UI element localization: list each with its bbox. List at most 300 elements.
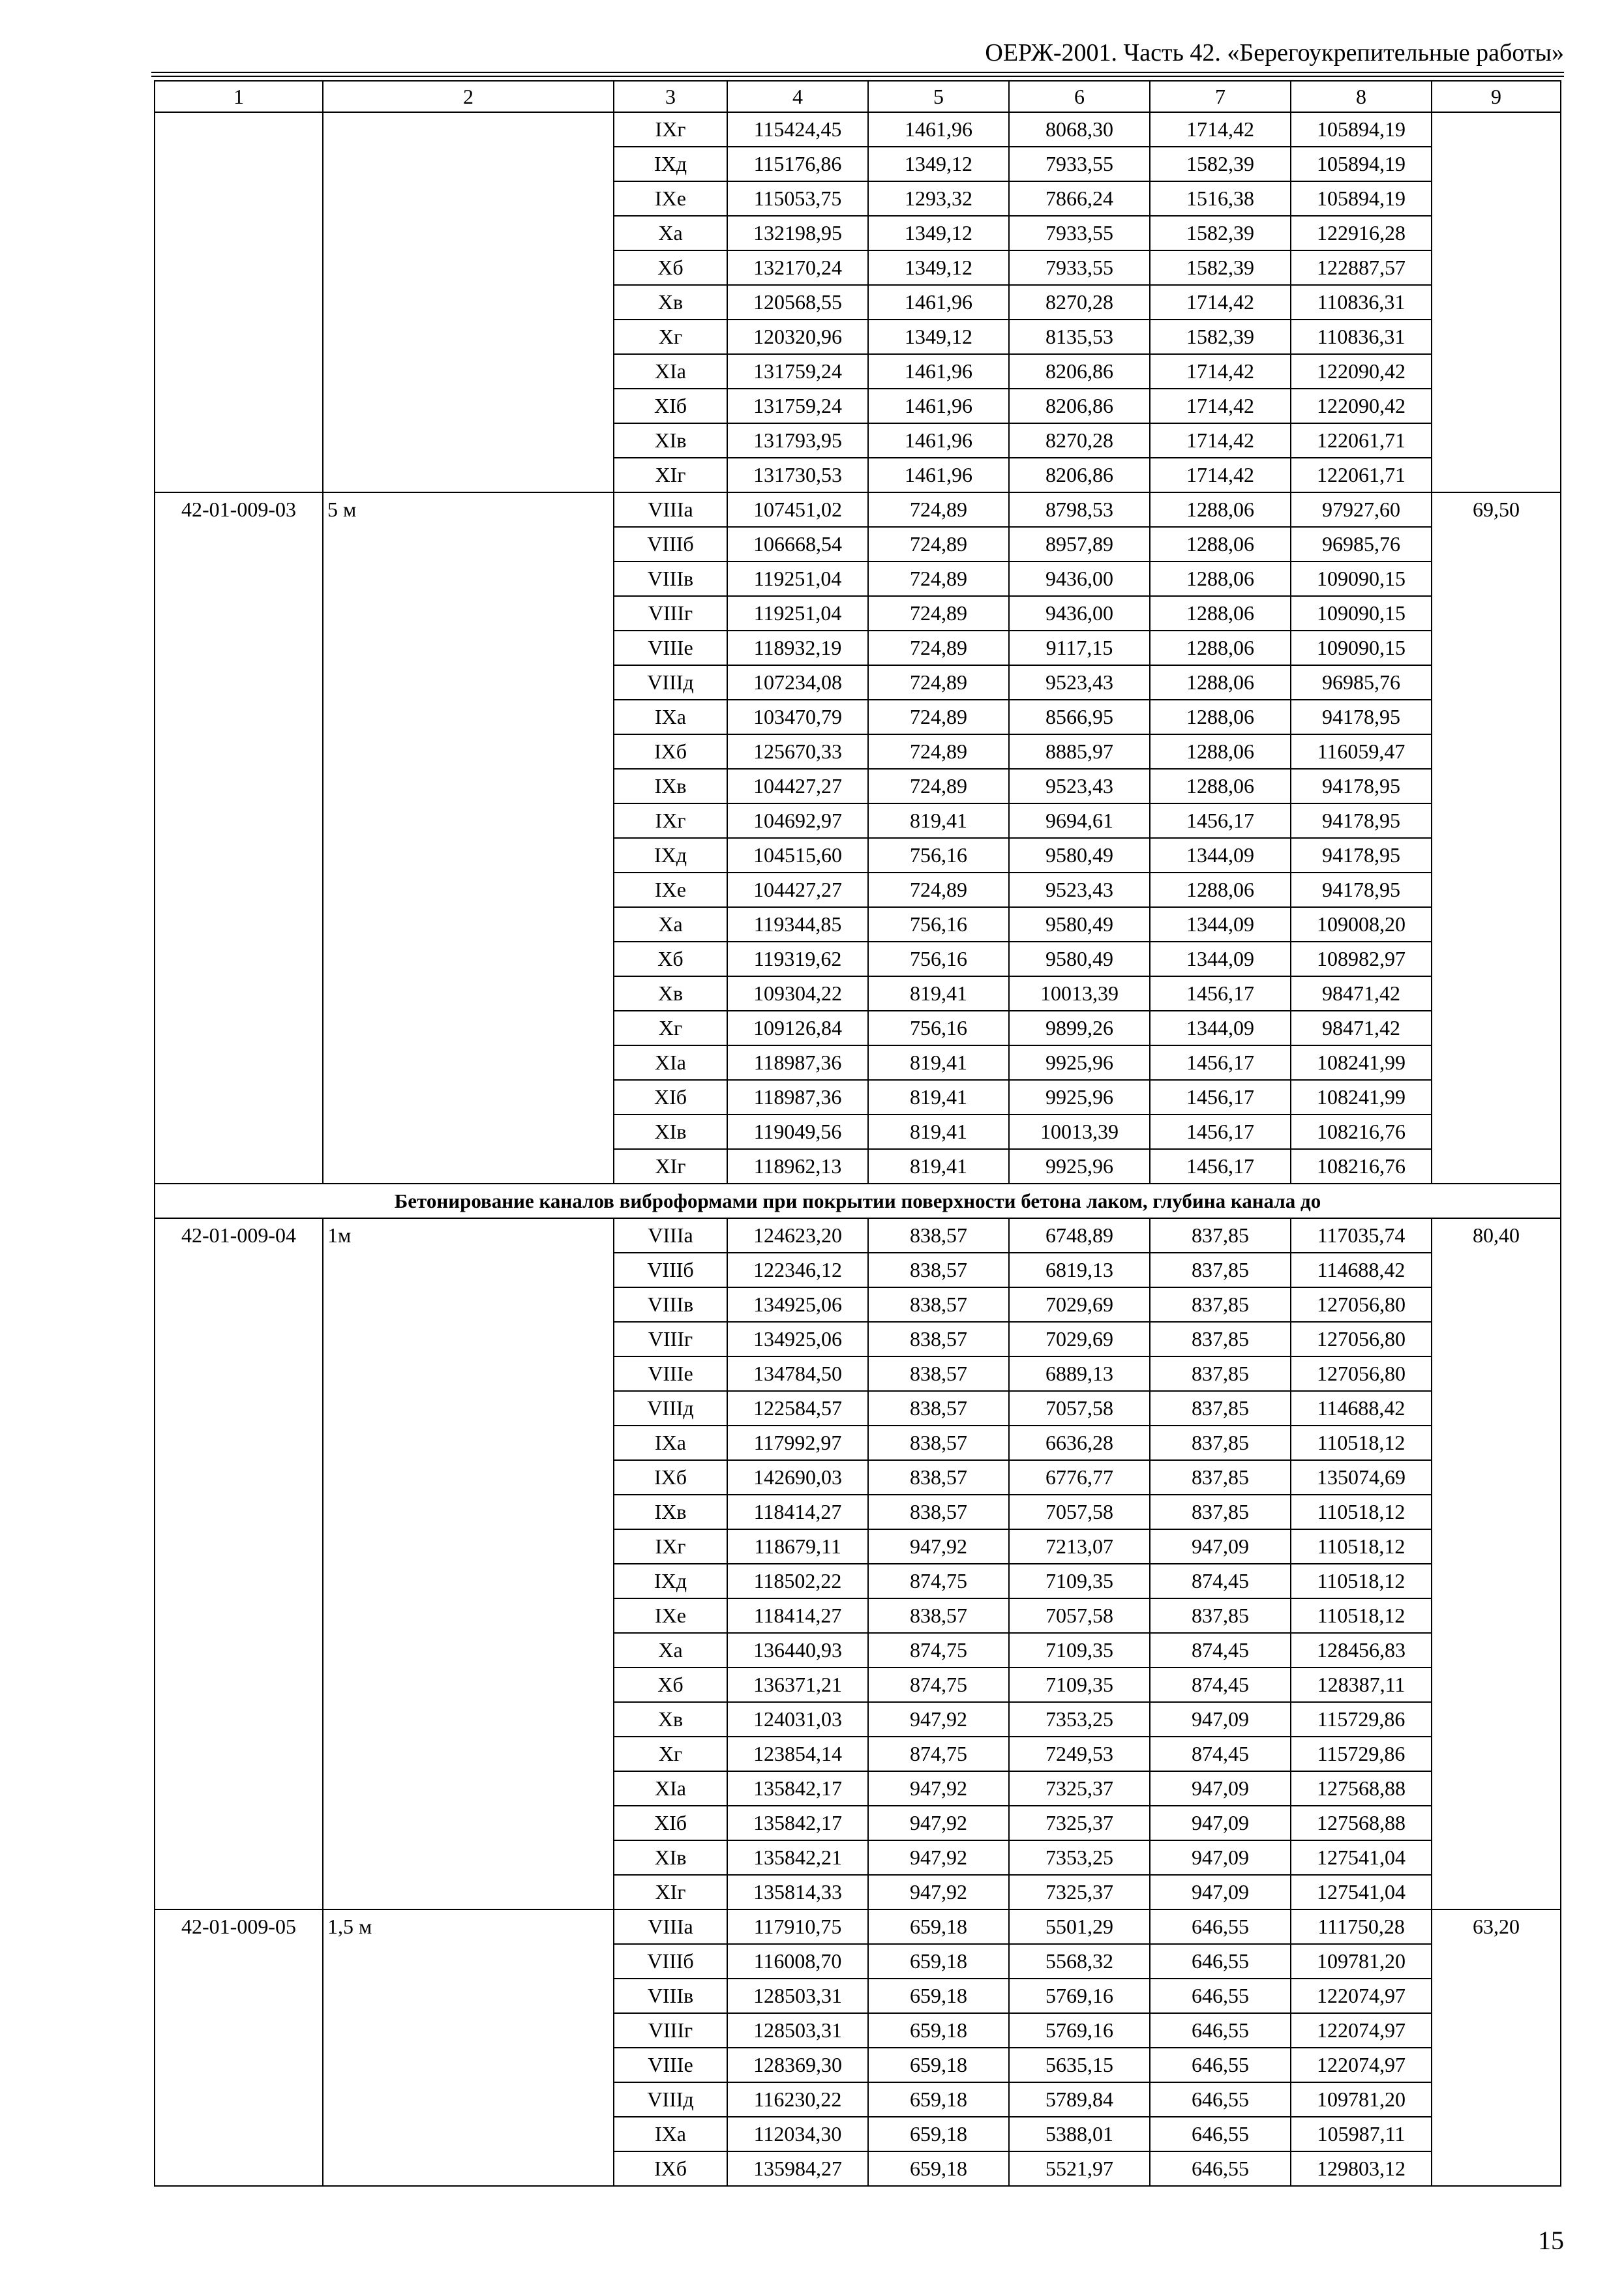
zone-cell: Xг [614,320,727,354]
machinist-wages-cell: 1288,06 [1150,734,1291,769]
wages-cell: 724,89 [868,665,1009,700]
materials-cost-cell: 94178,95 [1291,873,1432,907]
materials-cost-cell: 135074,69 [1291,1460,1432,1495]
wages-cell: 947,92 [868,1840,1009,1875]
materials-cost-cell: 122090,42 [1291,354,1432,389]
wages-cell: 659,18 [868,2013,1009,2048]
materials-cost-cell: 127056,80 [1291,1356,1432,1391]
zone-cell: VIIIг [614,1322,727,1356]
zone-cell: VIIIг [614,596,727,631]
machine-cost-cell: 7213,07 [1009,1529,1150,1564]
column-number-cell: 5 [868,81,1009,112]
materials-cost-cell: 94178,95 [1291,700,1432,734]
materials-cost-cell: 108982,97 [1291,942,1432,976]
zone-cell: XIв [614,1840,727,1875]
machine-cost-cell: 8270,28 [1009,285,1150,320]
zone-cell: VIIIа [614,1909,727,1944]
wages-cell: 1461,96 [868,285,1009,320]
total-cost-cell: 134925,06 [727,1287,868,1322]
machinist-wages-cell: 1456,17 [1150,1045,1291,1080]
zone-cell: IXа [614,2117,727,2151]
materials-cost-cell: 128456,83 [1291,1633,1432,1668]
zone-cell: IXб [614,1460,727,1495]
total-cost-cell: 125670,33 [727,734,868,769]
zone-cell: IXг [614,1529,727,1564]
machine-cost-cell: 10013,39 [1009,976,1150,1011]
machinist-wages-cell: 1344,09 [1150,838,1291,873]
machinist-wages-cell: 646,55 [1150,2117,1291,2151]
machine-cost-cell: 9523,43 [1009,665,1150,700]
zone-cell: VIIIа [614,492,727,527]
machinist-wages-cell: 874,45 [1150,1668,1291,1702]
materials-cost-cell: 105894,19 [1291,181,1432,216]
table-row [155,112,1561,147]
column-number-cell: 4 [727,81,868,112]
wages-cell: 659,18 [868,2117,1009,2151]
machinist-wages-cell: 1288,06 [1150,769,1291,803]
wages-cell: 838,57 [868,1322,1009,1356]
machinist-wages-cell: 1288,06 [1150,596,1291,631]
total-cost-cell: 112034,30 [727,2117,868,2151]
total-cost-cell: 119251,04 [727,596,868,631]
rate-code-cell: 42-01-009-04 [155,1218,323,1909]
machinist-wages-cell: 1456,17 [1150,976,1291,1011]
total-cost-cell: 118932,19 [727,631,868,665]
total-cost-cell: 122346,12 [727,1253,868,1287]
wages-cell: 838,57 [868,1391,1009,1426]
machine-cost-cell: 7249,53 [1009,1737,1150,1771]
wages-cell: 819,41 [868,976,1009,1011]
wages-cell: 838,57 [868,1598,1009,1633]
total-cost-cell: 103470,79 [727,700,868,734]
materials-cost-cell: 128387,11 [1291,1668,1432,1702]
total-cost-cell: 136440,93 [727,1633,868,1668]
machine-cost-cell: 7029,69 [1009,1287,1150,1322]
zone-cell: XIг [614,1149,727,1184]
zone-cell: XIа [614,1771,727,1806]
zone-cell: XIб [614,389,727,423]
wages-cell: 838,57 [868,1460,1009,1495]
wages-cell: 1293,32 [868,181,1009,216]
machine-cost-cell: 7057,58 [1009,1598,1150,1633]
materials-cost-cell: 110836,31 [1291,320,1432,354]
total-cost-cell: 134925,06 [727,1322,868,1356]
zone-cell: VIIIв [614,1287,727,1322]
total-cost-cell: 120568,55 [727,285,868,320]
materials-cost-cell: 108216,76 [1291,1149,1432,1184]
total-cost-cell: 118987,36 [727,1080,868,1115]
machine-cost-cell: 8957,89 [1009,527,1150,561]
machinist-wages-cell: 1714,42 [1150,423,1291,458]
machinist-wages-cell: 837,85 [1150,1426,1291,1460]
zone-cell: VIIIд [614,1391,727,1426]
machine-cost-cell: 5501,29 [1009,1909,1150,1944]
machinist-wages-cell: 646,55 [1150,2082,1291,2117]
machine-cost-cell: 6636,28 [1009,1426,1150,1460]
wages-cell: 819,41 [868,1115,1009,1149]
wages-cell: 838,57 [868,1495,1009,1529]
zone-cell: VIIIб [614,1944,727,1979]
materials-cost-cell: 109008,20 [1291,907,1432,942]
machine-cost-cell: 9925,96 [1009,1045,1150,1080]
materials-cost-cell: 114688,42 [1291,1391,1432,1426]
wages-cell: 659,18 [868,1909,1009,1944]
machinist-wages-cell: 837,85 [1150,1598,1291,1633]
materials-cost-cell: 116059,47 [1291,734,1432,769]
materials-cost-cell: 122061,71 [1291,458,1432,492]
materials-cost-cell: 115729,86 [1291,1702,1432,1737]
zone-cell: Xг [614,1011,727,1045]
wages-cell: 874,75 [868,1737,1009,1771]
zone-cell: XIб [614,1080,727,1115]
materials-cost-cell: 105894,19 [1291,147,1432,181]
column-number-cell: 8 [1291,81,1432,112]
materials-cost-cell: 122074,97 [1291,2013,1432,2048]
zone-cell: IXе [614,873,727,907]
machine-cost-cell: 8270,28 [1009,423,1150,458]
machine-cost-cell: 9436,00 [1009,596,1150,631]
zone-cell: VIIIб [614,1253,727,1287]
total-cost-cell: 131759,24 [727,354,868,389]
zone-cell: VIIIв [614,1979,727,2013]
total-cost-cell: 117910,75 [727,1909,868,1944]
header-double-rule [151,72,1564,77]
table-row [155,492,1561,527]
machine-cost-cell: 6776,77 [1009,1460,1150,1495]
materials-cost-cell: 108241,99 [1291,1080,1432,1115]
total-cost-cell: 134784,50 [727,1356,868,1391]
machinist-wages-cell: 646,55 [1150,1944,1291,1979]
wages-cell: 874,75 [868,1633,1009,1668]
machinist-wages-cell: 874,45 [1150,1564,1291,1598]
materials-cost-cell: 115729,86 [1291,1737,1432,1771]
zone-cell: VIIIа [614,1218,727,1253]
machine-cost-cell: 8798,53 [1009,492,1150,527]
rates-table [154,80,1561,2187]
machine-cost-cell: 9925,96 [1009,1080,1150,1115]
machinist-wages-cell: 1456,17 [1150,1080,1291,1115]
total-cost-cell: 116230,22 [727,2082,868,2117]
machinist-wages-cell: 646,55 [1150,1909,1291,1944]
machinist-wages-cell: 1714,42 [1150,389,1291,423]
materials-cost-cell: 96985,76 [1291,527,1432,561]
machinist-wages-cell: 1288,06 [1150,631,1291,665]
wages-cell: 819,41 [868,1080,1009,1115]
wages-cell: 659,18 [868,2082,1009,2117]
machinist-wages-cell: 947,09 [1150,1840,1291,1875]
wages-cell: 724,89 [868,561,1009,596]
zone-cell: IXб [614,734,727,769]
zone-cell: XIа [614,1045,727,1080]
column-number-cell: 7 [1150,81,1291,112]
wages-cell: 659,18 [868,1944,1009,1979]
total-cost-cell: 119251,04 [727,561,868,596]
zone-cell: XIг [614,458,727,492]
total-cost-cell: 135842,17 [727,1806,868,1840]
table-row [155,1909,1561,1944]
materials-cost-cell: 96985,76 [1291,665,1432,700]
total-cost-cell: 109304,22 [727,976,868,1011]
machinist-wages-cell: 646,55 [1150,2151,1291,2186]
total-cost-cell: 115424,45 [727,112,868,147]
machine-cost-cell: 5568,32 [1009,1944,1150,1979]
machinist-wages-cell: 1344,09 [1150,942,1291,976]
total-cost-cell: 142690,03 [727,1460,868,1495]
zone-cell: IXг [614,803,727,838]
rate-name-cell: 5 м [323,492,614,1184]
machine-cost-cell: 9117,15 [1009,631,1150,665]
total-cost-cell: 118962,13 [727,1149,868,1184]
zone-cell: VIIIе [614,1356,727,1391]
column-number-row [155,81,1561,112]
rate-code-cell: 42-01-009-03 [155,492,323,1184]
machinist-wages-cell: 1288,06 [1150,492,1291,527]
materials-cost-cell: 122916,28 [1291,216,1432,250]
machine-cost-cell: 6748,89 [1009,1218,1150,1253]
machinist-wages-cell: 1288,06 [1150,527,1291,561]
materials-cost-cell: 108241,99 [1291,1045,1432,1080]
wages-cell: 819,41 [868,1149,1009,1184]
machinist-wages-cell: 1714,42 [1150,354,1291,389]
machinist-wages-cell: 947,09 [1150,1875,1291,1909]
machinist-wages-cell: 1456,17 [1150,1115,1291,1149]
machinist-wages-cell: 1288,06 [1150,561,1291,596]
page-number: 15 [1538,2226,1564,2255]
zone-cell: Xб [614,250,727,285]
zone-cell: VIIIд [614,2082,727,2117]
machine-cost-cell: 5769,16 [1009,2013,1150,2048]
machine-cost-cell: 7109,35 [1009,1564,1150,1598]
materials-cost-cell: 127541,04 [1291,1840,1432,1875]
wages-cell: 724,89 [868,734,1009,769]
wages-cell: 724,89 [868,596,1009,631]
machine-cost-cell: 9523,43 [1009,873,1150,907]
zone-cell: IXе [614,181,727,216]
total-cost-cell: 128503,31 [727,2013,868,2048]
wages-cell: 1461,96 [868,354,1009,389]
materials-cost-cell: 98471,42 [1291,1011,1432,1045]
machine-cost-cell: 8566,95 [1009,700,1150,734]
machine-cost-cell: 5769,16 [1009,1979,1150,2013]
wages-cell: 756,16 [868,907,1009,942]
wages-cell: 947,92 [868,1806,1009,1840]
total-cost-cell: 131730,53 [727,458,868,492]
column-number-cell: 3 [614,81,727,112]
machine-cost-cell: 7866,24 [1009,181,1150,216]
zone-cell: IXв [614,1495,727,1529]
total-cost-cell: 135814,33 [727,1875,868,1909]
materials-cost-cell: 108216,76 [1291,1115,1432,1149]
zone-cell: IXа [614,700,727,734]
materials-cost-cell: 94178,95 [1291,803,1432,838]
materials-cost-cell: 122061,71 [1291,423,1432,458]
materials-cost-cell: 98471,42 [1291,976,1432,1011]
machine-cost-cell: 9925,96 [1009,1149,1150,1184]
machinist-wages-cell: 1344,09 [1150,907,1291,942]
materials-cost-cell: 122074,97 [1291,1979,1432,2013]
total-cost-cell: 119319,62 [727,942,868,976]
total-cost-cell: 115053,75 [727,181,868,216]
machine-cost-cell: 7029,69 [1009,1322,1150,1356]
materials-cost-cell: 114688,42 [1291,1253,1432,1287]
materials-cost-cell: 127568,88 [1291,1806,1432,1840]
machinist-wages-cell: 1582,39 [1150,216,1291,250]
machinist-wages-cell: 947,09 [1150,1702,1291,1737]
materials-cost-cell: 97927,60 [1291,492,1432,527]
wages-cell: 874,75 [868,1564,1009,1598]
total-cost-cell: 135842,17 [727,1771,868,1806]
wages-cell: 724,89 [868,631,1009,665]
machinist-wages-cell: 1288,06 [1150,700,1291,734]
wages-cell: 947,92 [868,1875,1009,1909]
total-cost-cell: 118679,11 [727,1529,868,1564]
wages-cell: 659,18 [868,2048,1009,2082]
wages-cell: 838,57 [868,1218,1009,1253]
machinist-wages-cell: 874,45 [1150,1633,1291,1668]
wages-cell: 1461,96 [868,458,1009,492]
zone-cell: IXд [614,147,727,181]
machine-cost-cell: 6889,13 [1009,1356,1150,1391]
machine-cost-cell: 9580,49 [1009,942,1150,976]
wages-cell: 947,92 [868,1702,1009,1737]
materials-cost-cell: 94178,95 [1291,769,1432,803]
machinist-wages-cell: 646,55 [1150,1979,1291,2013]
rate-name-cell: 1,5 м [323,1909,614,2186]
wages-cell: 947,92 [868,1771,1009,1806]
total-cost-cell: 118414,27 [727,1495,868,1529]
total-cost-cell: 132198,95 [727,216,868,250]
total-cost-cell: 118502,22 [727,1564,868,1598]
machine-cost-cell: 7057,58 [1009,1391,1150,1426]
machinist-wages-cell: 1456,17 [1150,1149,1291,1184]
materials-cost-cell: 110518,12 [1291,1495,1432,1529]
machinist-wages-cell: 646,55 [1150,2013,1291,2048]
column-number-cell: 1 [155,81,323,112]
machinist-wages-cell: 947,09 [1150,1529,1291,1564]
total-cost-cell: 116008,70 [727,1944,868,1979]
zone-cell: IXд [614,1564,727,1598]
wages-cell: 1461,96 [868,112,1009,147]
zone-cell: Xа [614,216,727,250]
machine-cost-cell: 9580,49 [1009,907,1150,942]
wages-cell: 724,89 [868,700,1009,734]
wages-cell: 838,57 [868,1287,1009,1322]
total-cost-cell: 128503,31 [727,1979,868,2013]
machine-cost-cell: 7325,37 [1009,1875,1150,1909]
machine-cost-cell: 5521,97 [1009,2151,1150,2186]
machine-cost-cell: 7057,58 [1009,1495,1150,1529]
machine-cost-cell: 8206,86 [1009,458,1150,492]
machine-cost-cell: 9580,49 [1009,838,1150,873]
machine-cost-cell: 10013,39 [1009,1115,1150,1149]
wages-cell: 1349,12 [868,147,1009,181]
wages-cell: 838,57 [868,1426,1009,1460]
machine-cost-cell: 8206,86 [1009,389,1150,423]
machine-cost-cell: 8068,30 [1009,112,1150,147]
zone-cell: Xг [614,1737,727,1771]
zone-cell: Xа [614,907,727,942]
wages-cell: 947,92 [868,1529,1009,1564]
machine-cost-cell: 7933,55 [1009,250,1150,285]
materials-cost-cell: 109090,15 [1291,561,1432,596]
total-cost-cell: 104427,27 [727,873,868,907]
machinist-wages-cell: 837,85 [1150,1391,1291,1426]
wages-cell: 838,57 [868,1253,1009,1287]
materials-cost-cell: 127056,80 [1291,1287,1432,1322]
machinist-wages-cell: 1714,42 [1150,112,1291,147]
total-cost-cell: 118987,36 [727,1045,868,1080]
wages-cell: 1349,12 [868,216,1009,250]
total-cost-cell: 115176,86 [727,147,868,181]
zone-cell: IXд [614,838,727,873]
total-cost-cell: 109126,84 [727,1011,868,1045]
machine-cost-cell: 9436,00 [1009,561,1150,596]
wages-cell: 724,89 [868,527,1009,561]
machinist-wages-cell: 837,85 [1150,1356,1291,1391]
machine-cost-cell: 9694,61 [1009,803,1150,838]
zone-cell: VIIIе [614,2048,727,2082]
zone-cell: Xб [614,942,727,976]
total-cost-cell: 135842,21 [727,1840,868,1875]
wages-cell: 724,89 [868,769,1009,803]
wages-cell: 838,57 [868,1356,1009,1391]
machinist-wages-cell: 947,09 [1150,1771,1291,1806]
total-cost-cell: 132170,24 [727,250,868,285]
wages-cell: 659,18 [868,1979,1009,2013]
rate-code-cell [155,112,323,492]
zone-cell: VIIIг [614,2013,727,2048]
machinist-wages-cell: 837,85 [1150,1218,1291,1253]
wages-cell: 1461,96 [868,389,1009,423]
materials-cost-cell: 109090,15 [1291,631,1432,665]
total-cost-cell: 124031,03 [727,1702,868,1737]
materials-cost-cell: 110518,12 [1291,1564,1432,1598]
labor-cost-cell: 63,20 [1432,1909,1561,2186]
rates-table-body [155,81,1561,2186]
column-number-cell: 2 [323,81,614,112]
total-cost-cell: 107451,02 [727,492,868,527]
total-cost-cell: 135984,27 [727,2151,868,2186]
machinist-wages-cell: 1582,39 [1150,250,1291,285]
machine-cost-cell: 8135,53 [1009,320,1150,354]
section-heading-row [155,1184,1561,1218]
zone-cell: IXб [614,2151,727,2186]
zone-cell: Xв [614,285,727,320]
machine-cost-cell: 7325,37 [1009,1806,1150,1840]
materials-cost-cell: 127056,80 [1291,1322,1432,1356]
materials-cost-cell: 109090,15 [1291,596,1432,631]
zone-cell: XIб [614,1806,727,1840]
zone-cell: Xв [614,1702,727,1737]
total-cost-cell: 104692,97 [727,803,868,838]
machinist-wages-cell: 1516,38 [1150,181,1291,216]
machinist-wages-cell: 837,85 [1150,1495,1291,1529]
column-number-cell: 9 [1432,81,1561,112]
total-cost-cell: 131793,95 [727,423,868,458]
total-cost-cell: 118414,27 [727,1598,868,1633]
machine-cost-cell: 5388,01 [1009,2117,1150,2151]
machine-cost-cell: 7325,37 [1009,1771,1150,1806]
wages-cell: 1461,96 [868,423,1009,458]
total-cost-cell: 104515,60 [727,838,868,873]
materials-cost-cell: 122074,97 [1291,2048,1432,2082]
wages-cell: 756,16 [868,838,1009,873]
rate-code-cell: 42-01-009-05 [155,1909,323,2186]
total-cost-cell: 120320,96 [727,320,868,354]
wages-cell: 756,16 [868,1011,1009,1045]
total-cost-cell: 104427,27 [727,769,868,803]
materials-cost-cell: 110518,12 [1291,1529,1432,1564]
